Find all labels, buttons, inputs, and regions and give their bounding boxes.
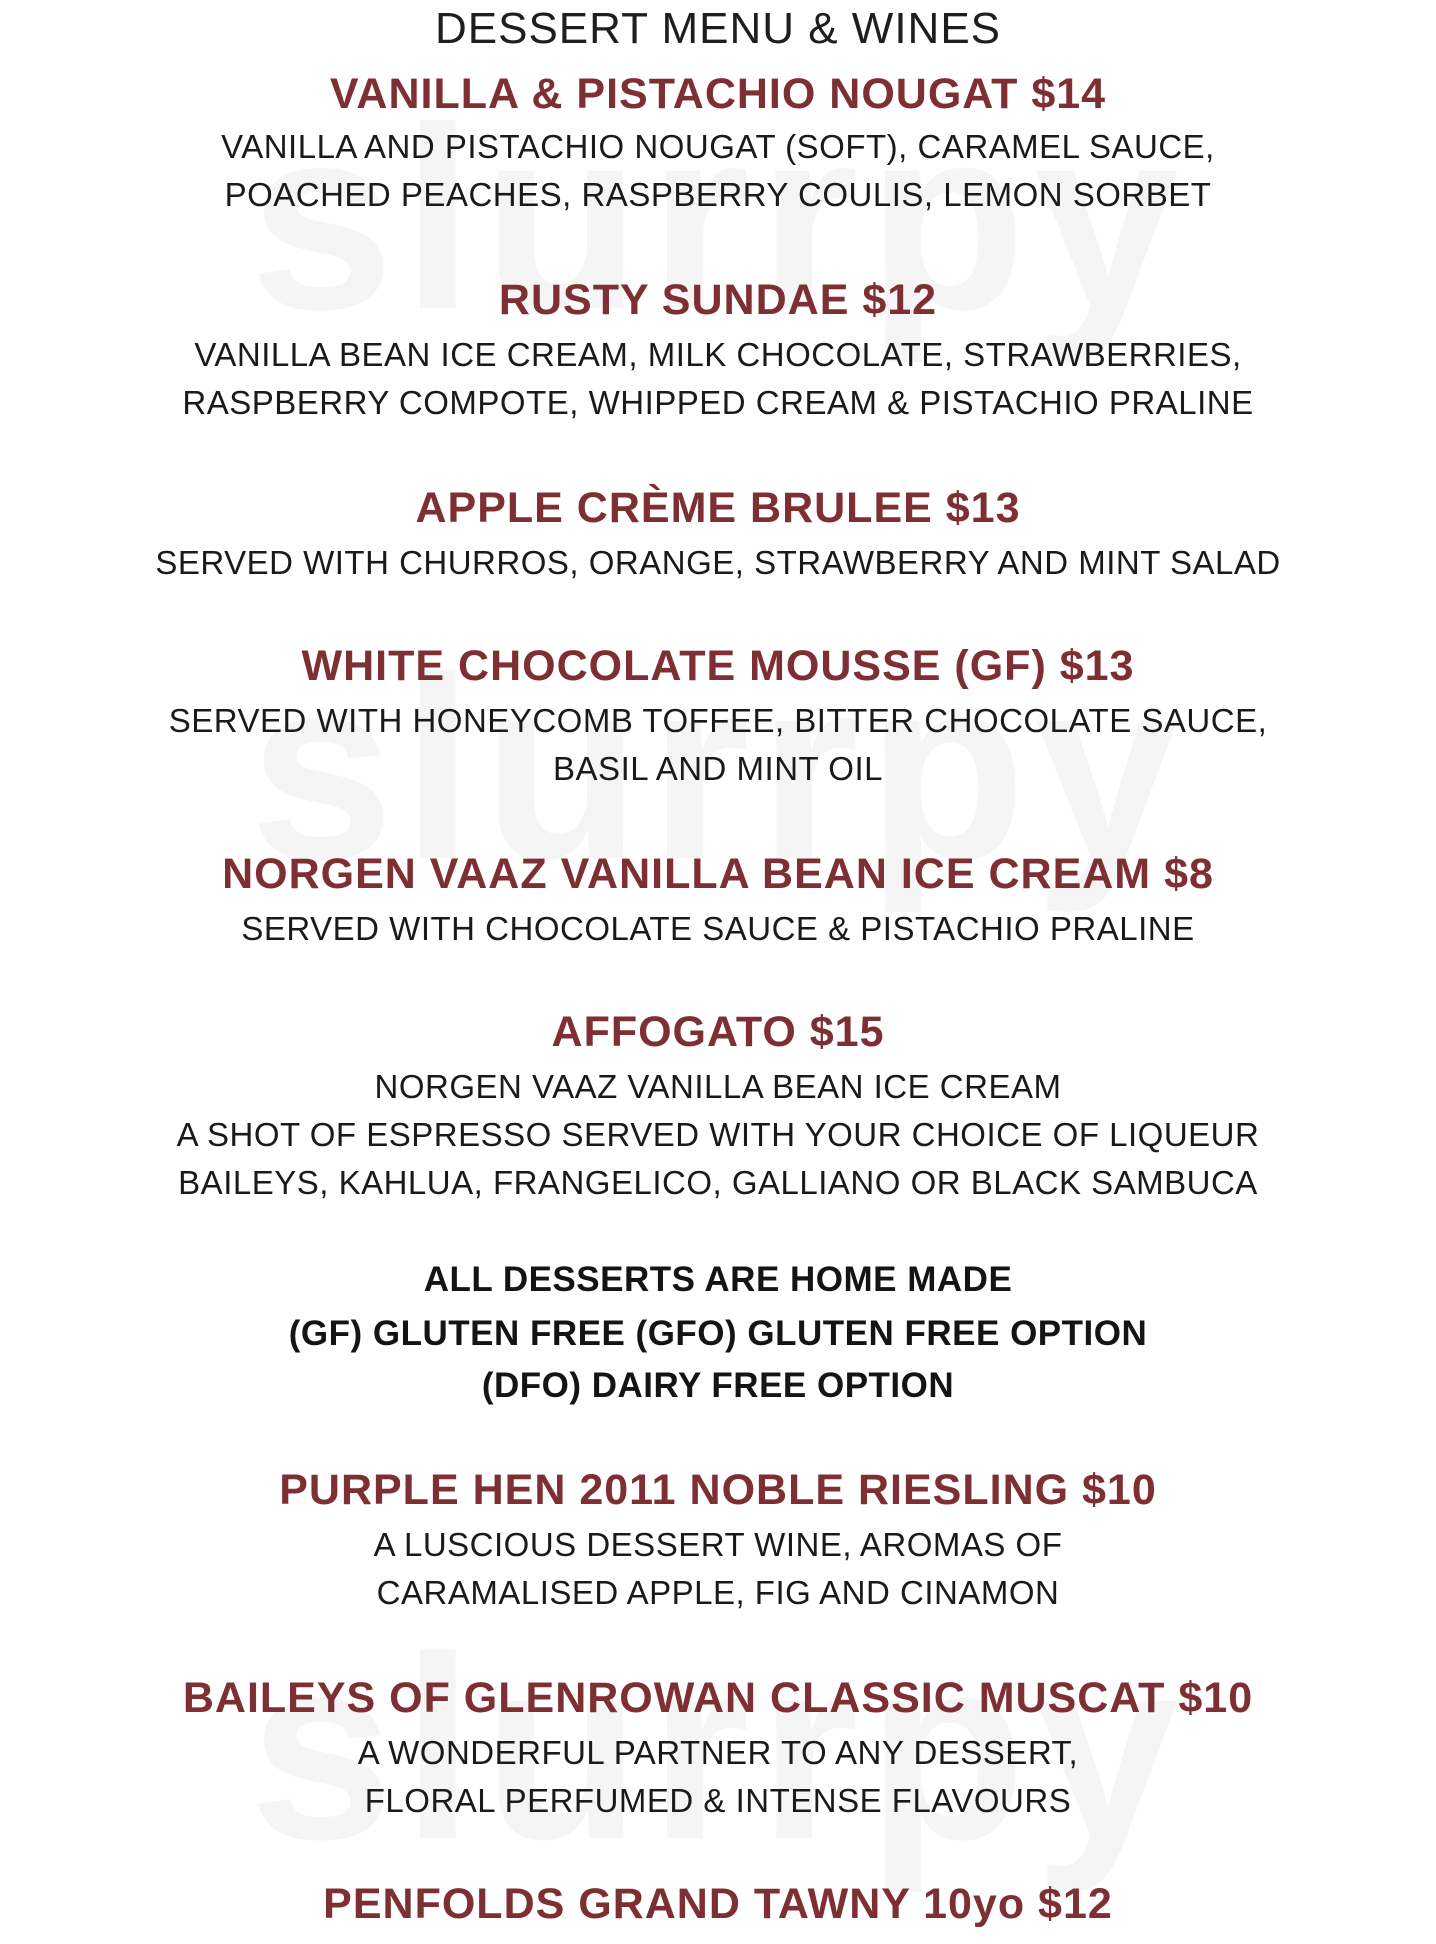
dessert-description: A SHOT OF ESPRESSO SERVED WITH YOUR CHOICE OF LIQUEUR bbox=[176, 1116, 1260, 1153]
menu-title: DESSERT MENU & WINES bbox=[434, 4, 1002, 53]
dessert-description: NORGEN VAAZ VANILLA BEAN ICE CREAM bbox=[374, 1068, 1062, 1105]
wine-description: CARAMALISED APPLE, FIG AND CINAMON bbox=[376, 1574, 1060, 1611]
menu-note: ALL DESSERTS ARE HOME MADE bbox=[423, 1260, 1013, 1299]
menu-note: (GF) GLUTEN FREE (GFO) GLUTEN FREE OPTION bbox=[288, 1314, 1148, 1353]
dessert-description: POACHED PEACHES, RASPBERRY COULIS, LEMON SORBET bbox=[224, 176, 1212, 213]
menu-note: (DFO) DAIRY FREE OPTION bbox=[481, 1366, 955, 1405]
dessert-description: SERVED WITH CHOCOLATE SAUCE & PISTACHIO PRALINE bbox=[241, 910, 1195, 947]
wine-description: A WONDERFUL PARTNER TO ANY DESSERT, bbox=[357, 1734, 1079, 1771]
dessert-description: BAILEYS, KAHLUA, FRANGELICO, GALLIANO OR BLACK SAMBUCA bbox=[178, 1164, 1258, 1201]
dessert-description: RASPBERRY COMPOTE, WHIPPED CREAM & PISTACHIO PRALINE bbox=[182, 384, 1254, 421]
dessert-name: WHITE CHOCOLATE MOUSSE (GF) $13 bbox=[301, 642, 1135, 690]
dessert-description: BASIL AND MINT OIL bbox=[553, 750, 883, 787]
wine-description: A LUSCIOUS DESSERT WINE, AROMAS OF bbox=[373, 1526, 1063, 1563]
wine-name: BAILEYS OF GLENROWAN CLASSIC MUSCAT $10 bbox=[182, 1674, 1254, 1722]
wine-name: PURPLE HEN 2011 NOBLE RIESLING $10 bbox=[279, 1466, 1157, 1514]
wine-name: PENFOLDS GRAND TAWNY 10yo $12 bbox=[323, 1880, 1113, 1928]
dessert-description: VANILLA AND PISTACHIO NOUGAT (SOFT), CARAMEL SAUCE, bbox=[221, 128, 1215, 165]
dessert-name: VANILLA & PISTACHIO NOUGAT $14 bbox=[329, 70, 1107, 118]
dessert-name: AFFOGATO $15 bbox=[551, 1008, 885, 1056]
dessert-name: NORGEN VAAZ VANILLA BEAN ICE CREAM $8 bbox=[222, 850, 1214, 898]
dessert-name: APPLE CRÈME BRULEE $13 bbox=[415, 484, 1021, 532]
dessert-description: SERVED WITH HONEYCOMB TOFFEE, BITTER CHOCOLATE SAUCE, bbox=[168, 702, 1268, 739]
dessert-description: SERVED WITH CHURROS, ORANGE, STRAWBERRY AND MINT SALAD bbox=[155, 544, 1281, 581]
wine-description: FLORAL PERFUMED & INTENSE FLAVOURS bbox=[364, 1782, 1072, 1819]
dessert-name: RUSTY SUNDAE $12 bbox=[498, 276, 938, 324]
dessert-description: VANILLA BEAN ICE CREAM, MILK CHOCOLATE, STRAWBERRIES, bbox=[194, 336, 1242, 373]
